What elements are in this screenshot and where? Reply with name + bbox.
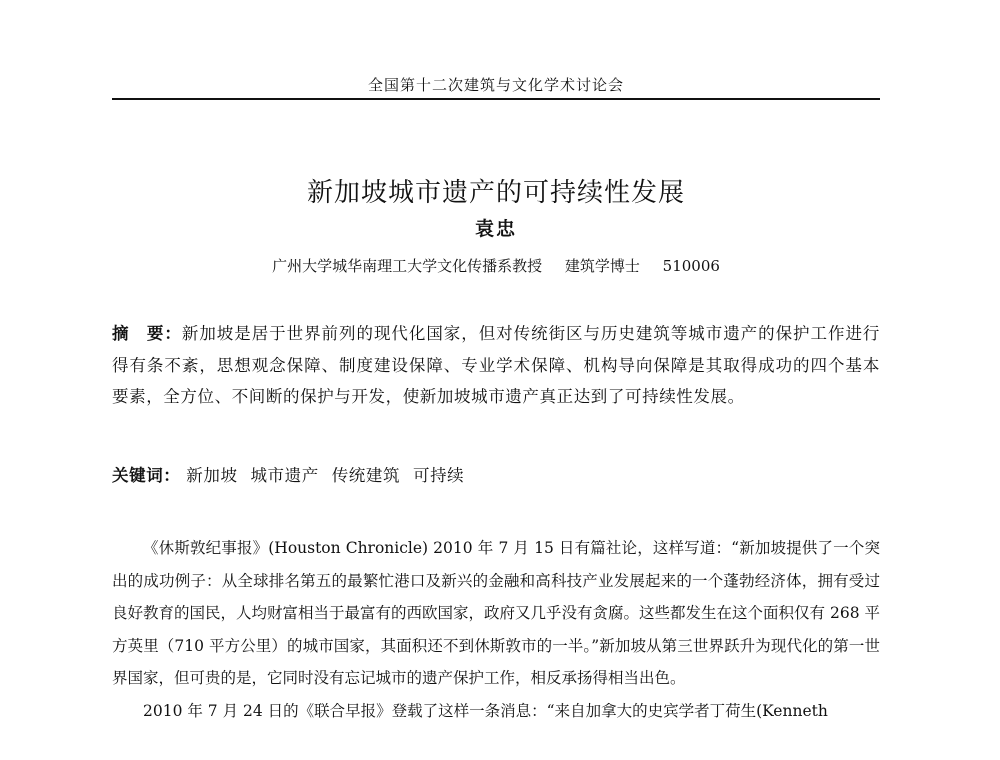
keyword: 传统建筑: [331, 466, 401, 485]
abstract: [112, 318, 880, 413]
body-paragraph: 2010 年 7 月 24 日的《联合早报》登载了这样一条消息：“来自加拿大的史宾学者丁荷生(Kenneth: [143, 701, 828, 720]
abstract-text: 新加坡是居于世界前列的现代化国家，但对传统街区与历史建筑等城市遗产的保护工作进行得有条不紊，思想观念保障、制度建设保障、专业学术保障、机构导向保障是其取得成功的四个基本要素，全方位、不间断的保护与开发，使新加坡城市遗产真正达到了可持续性发展。: [112, 324, 881, 406]
affiliation-postcode: 510006: [662, 257, 720, 275]
keyword: 新加坡: [186, 466, 238, 485]
paper-title: 新加坡城市遗产的可持续性发展: [306, 178, 685, 208]
affiliation-institution: 广州大学城华南理工大学文化传播系教授: [272, 257, 543, 275]
author-name: 袁忠: [474, 218, 517, 240]
header-rule: [112, 98, 880, 100]
body-paragraph: 《休斯敦纪事报》(Houston Chronicle) 2010 年 7 月 15 日有篇社论，这样写道：“新加坡提供了一个突出的成功例子：从全球排名第五的最繁忙港口及新兴的金融和高科技产业发展起来的一个蓬勃经济体，拥有受过良好教育的国民，人均财富相当于最富有的西欧国家，政府又几乎没有贪腐。这些都发生在这个面积仅有 268 平方英里（710 平方公里）的城市国家，其面积还不到休斯敦市的一半。”新加坡从第三世界跃升为现代化的第一世界国家，但可贵的是，它同时没有忘记城市的遗产保护工作，相反承扬得相当出色。: [112, 539, 880, 687]
running-header: 全国第十二次建筑与文化学术讨论会: [367, 76, 624, 94]
keywords-label: 关键词：: [112, 466, 181, 485]
author-affiliation: [112, 255, 880, 276]
keyword: 城市遗产: [250, 466, 319, 485]
affiliation-degree: 建筑学博士: [564, 257, 640, 275]
keyword: 可持续: [412, 466, 465, 485]
body-text: [112, 532, 880, 727]
keywords: [112, 462, 880, 490]
abstract-label: 摘 要：: [112, 324, 182, 343]
